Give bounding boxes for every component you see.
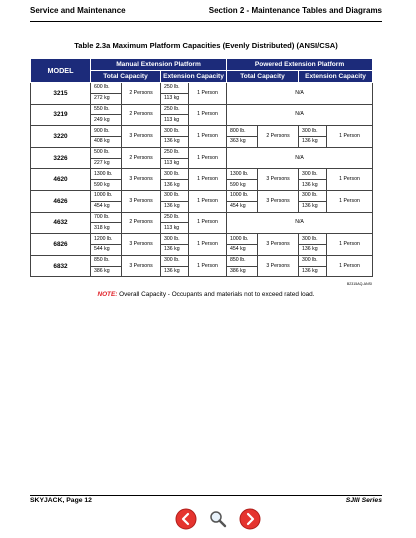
next-page-button[interactable] [239,508,261,530]
model-cell: 3220 [31,126,91,148]
manual-extension-persons: 1 Person [189,104,227,126]
powered-total-lb: 1300 lb. [227,169,258,180]
model-cell: 6832 [31,255,91,277]
manual-total-kg: 272 kg [91,93,122,104]
note [30,291,382,298]
manual-total-kg: 318 kg [91,223,122,234]
manual-extension-persons: 1 Person [189,83,227,105]
model-cell: 4626 [31,190,91,212]
manual-total-kg: 386 kg [91,266,122,277]
powered-total-capacity-header: Total Capacity [227,71,299,83]
manual-total-persons: 3 Persons [122,255,161,277]
manual-extension-lb: 300 lb. [161,255,189,266]
table-row [31,104,373,115]
prev-page-button[interactable] [175,508,197,530]
powered-total-lb: 850 lb. [227,255,258,266]
model-cell: 3226 [31,147,91,169]
powered-total-lb: 1000 lb. [227,234,258,245]
page-navigation [175,508,261,530]
header-rule [30,21,382,22]
footer-rule [30,495,382,496]
manual-extension-lb: 300 lb. [161,169,189,180]
powered-extension-lb: 300 lb. [299,190,327,201]
powered-total-persons: 3 Persons [258,169,299,191]
manual-total-capacity-header: Total Capacity [91,71,161,83]
powered-extension-persons: 1 Person [327,234,373,256]
manual-extension-kg: 113 kg [161,93,189,104]
table-title: Table 2.3a Maximum Platform Capacities (Evenly Distributed) (ANSI/CSA) [74,41,338,50]
powered-extension-persons: 1 Person [327,126,373,148]
table-row [31,147,373,158]
powered-total-kg: 363 kg [227,136,258,147]
powered-extension-capacity-header: Extension Capacity [299,71,373,83]
capacity-table [30,58,373,277]
manual-extension-kg: 113 kg [161,223,189,234]
powered-extension-lb: 300 lb. [299,255,327,266]
manual-total-persons: 3 Persons [122,234,161,256]
table-row [31,255,373,266]
magnifier-icon [207,508,229,530]
powered-extension-persons: 1 Person [327,190,373,212]
manual-total-kg: 544 kg [91,244,122,255]
manual-extension-persons: 1 Person [189,190,227,212]
page-header [30,6,382,20]
manual-total-lb: 550 lb. [91,104,122,115]
powered-na-cell: N/A [227,83,373,105]
manual-total-kg: 454 kg [91,201,122,212]
manual-extension-kg: 136 kg [161,136,189,147]
manual-extension-persons: 1 Person [189,126,227,148]
model-cell: 3219 [31,104,91,126]
manual-extension-kg: 136 kg [161,180,189,191]
powered-extension-kg: 136 kg [299,136,327,147]
manual-total-persons: 3 Persons [122,169,161,191]
search-button[interactable] [207,508,229,530]
manual-extension-persons: 1 Person [189,147,227,169]
powered-total-persons: 3 Persons [258,190,299,212]
manual-total-lb: 900 lb. [91,126,122,137]
powered-extension-kg: 136 kg [299,266,327,277]
table-row [31,83,373,94]
manual-total-lb: 500 lb. [91,147,122,158]
powered-total-kg: 386 kg [227,266,258,277]
model-cell: 4632 [31,212,91,234]
footer-page: SKYJACK, Page 12 [30,497,92,504]
manual-total-persons: 3 Persons [122,126,161,148]
powered-extension-lb: 300 lb. [299,234,327,245]
footer-series: SJIII Series [345,497,382,504]
powered-total-persons: 3 Persons [258,234,299,256]
manual-total-persons: 2 Persons [122,212,161,234]
manual-extension-header: Manual Extension Platform [91,59,227,71]
header-left: Service and Maintenance [30,6,126,15]
powered-total-lb: 1000 lb. [227,190,258,201]
powered-extension-header: Powered Extension Platform [227,59,373,71]
powered-na-cell: N/A [227,104,373,126]
manual-total-kg: 249 kg [91,115,122,126]
manual-total-lb: 1000 lb. [91,190,122,201]
manual-extension-lb: 300 lb. [161,126,189,137]
table-row [31,126,373,137]
manual-total-persons: 2 Persons [122,83,161,105]
powered-na-cell: N/A [227,212,373,234]
powered-extension-lb: 300 lb. [299,169,327,180]
manual-extension-persons: 1 Person [189,169,227,191]
model-header: MODEL [31,59,91,83]
manual-extension-lb: 300 lb. [161,234,189,245]
powered-extension-kg: 136 kg [299,244,327,255]
manual-extension-kg: 136 kg [161,244,189,255]
manual-total-kg: 590 kg [91,180,122,191]
powered-total-kg: 454 kg [227,201,258,212]
manual-total-lb: 600 lb. [91,83,122,94]
manual-extension-kg: 113 kg [161,115,189,126]
manual-extension-persons: 1 Person [189,255,227,277]
note-label: NOTE: [97,291,118,298]
powered-total-lb: 800 lb. [227,126,258,137]
powered-extension-persons: 1 Person [327,255,373,277]
prev-page-icon [175,508,197,530]
powered-total-persons: 3 Persons [258,255,299,277]
manual-total-lb: 850 lb. [91,255,122,266]
manual-total-kg: 408 kg [91,136,122,147]
manual-total-lb: 700 lb. [91,212,122,223]
header-right: Section 2 - Maintenance Tables and Diagrams [208,6,382,15]
manual-extension-lb: 250 lb. [161,104,189,115]
manual-total-persons: 3 Persons [122,190,161,212]
table-row [31,169,373,180]
manual-total-lb: 1200 lb. [91,234,122,245]
manual-extension-lb: 250 lb. [161,212,189,223]
powered-extension-kg: 136 kg [299,180,327,191]
powered-extension-lb: 300 lb. [299,126,327,137]
manual-extension-capacity-header: Extension Capacity [161,71,227,83]
manual-total-lb: 1300 lb. [91,169,122,180]
manual-extension-kg: 136 kg [161,266,189,277]
model-cell: 3215 [31,83,91,105]
manual-extension-lb: 250 lb. [161,147,189,158]
table-row [31,234,373,245]
manual-extension-persons: 1 Person [189,234,227,256]
table-row [31,190,373,201]
manual-extension-kg: 136 kg [161,201,189,212]
manual-total-kg: 227 kg [91,158,122,169]
capacity-table-body [31,83,373,277]
page-footer [30,497,382,504]
reference-code: B2315AQ-ANSI [346,282,372,286]
manual-total-persons: 2 Persons [122,104,161,126]
manual-total-persons: 2 Persons [122,147,161,169]
manual-extension-lb: 250 lb. [161,83,189,94]
model-cell: 4620 [31,169,91,191]
powered-total-kg: 590 kg [227,180,258,191]
powered-extension-kg: 136 kg [299,201,327,212]
powered-total-kg: 454 kg [227,244,258,255]
powered-extension-persons: 1 Person [327,169,373,191]
manual-extension-kg: 113 kg [161,158,189,169]
manual-extension-persons: 1 Person [189,212,227,234]
table-row [31,212,373,223]
manual-extension-lb: 300 lb. [161,190,189,201]
note-text: Overall Capacity - Occupants and materials not to exceed rated load. [117,291,315,298]
powered-na-cell: N/A [227,147,373,169]
capacity-table-wrapper [30,58,372,277]
model-cell: 6826 [31,234,91,256]
next-page-icon [239,508,261,530]
powered-total-persons: 2 Persons [258,126,299,148]
